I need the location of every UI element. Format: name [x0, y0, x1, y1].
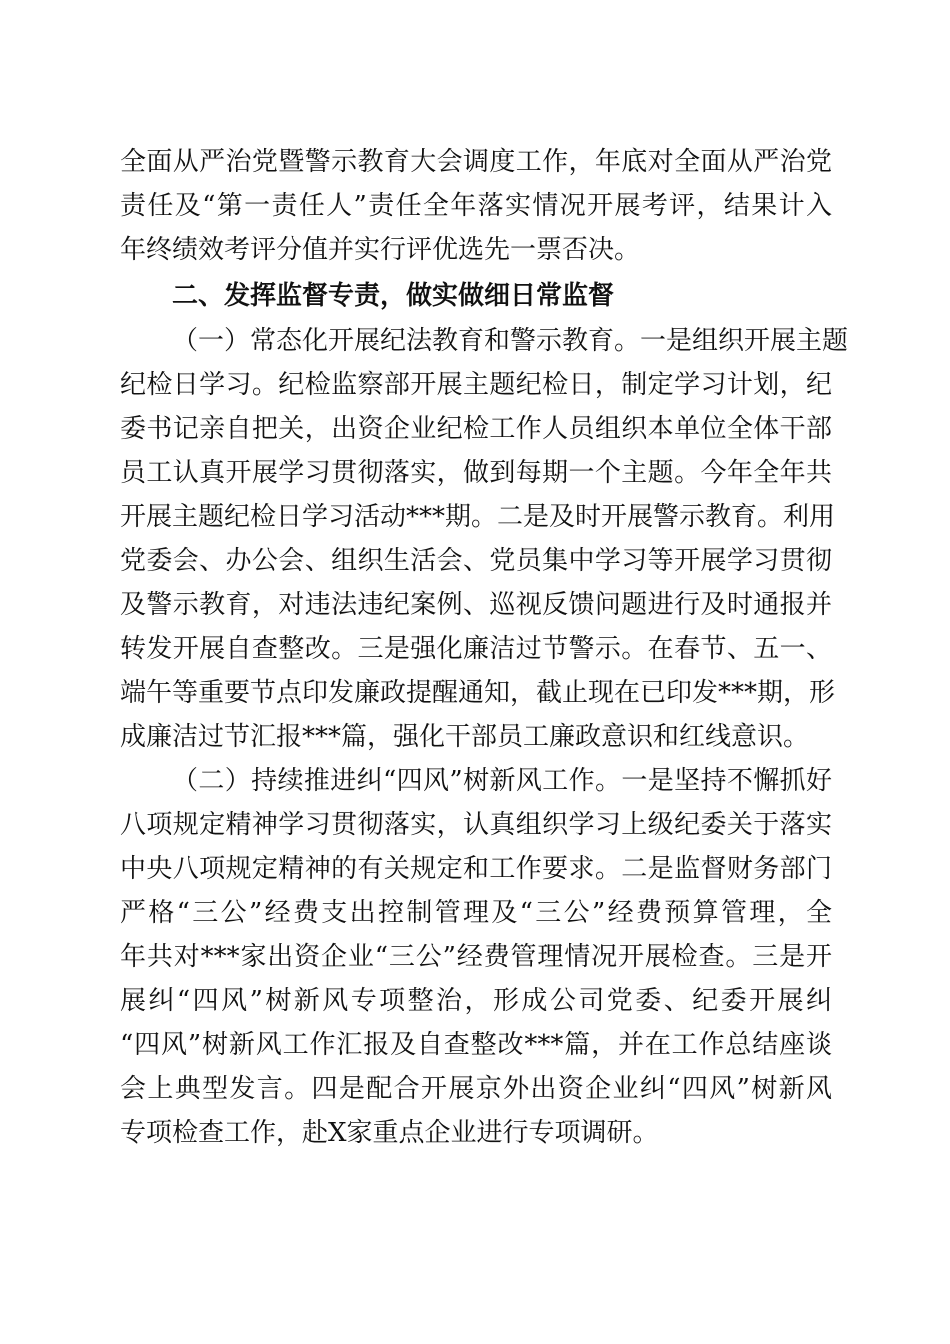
paragraph-line: 年终绩效考评分值并实行评优选先一票否决。 — [120, 235, 641, 265]
paragraph-line: 员工认真开展学习贯彻落实，做到每期一个主题。今年全年共 — [120, 458, 832, 488]
paragraph-line: 转发开展自查整改。三是强化廉洁过节警示。在春节、五一、 — [120, 634, 832, 664]
section-heading: 二、发挥监督专责，做实做细日常监督 — [172, 281, 615, 311]
paragraph-line: 及警示教育，对违法违纪案例、巡视反馈问题进行及时通报并 — [120, 590, 832, 620]
paragraph-line: （一）常态化开展纪法教育和警示教育。一是组织开展主题 — [172, 326, 849, 356]
paragraph-line: 专项检查工作，赴X家重点企业进行专项调研。 — [120, 1118, 659, 1148]
paragraph-line: 成廉洁过节汇报***篇，强化干部员工廉政意识和红线意识。 — [120, 722, 810, 752]
paragraph-line: 会上典型发言。四是配合开展京外出资企业纠“四风”树新风 — [120, 1074, 832, 1104]
paragraph-line: 端午等重要节点印发廉政提醒通知，截止现在已印发***期，形 — [120, 678, 836, 708]
paragraph-line: 年共对***家出资企业“三公”经费管理情况开展检查。三是开 — [120, 942, 832, 972]
paragraph-line: 委书记亲自把关，出资企业纪检工作人员组织本单位全体干部 — [120, 414, 832, 444]
paragraph-line: “四风”树新风工作汇报及自查整改***篇，并在工作总结座谈 — [120, 1030, 832, 1060]
paragraph-line: （二）持续推进纠“四风”树新风工作。一是坚持不懈抓好 — [172, 766, 832, 796]
paragraph-line: 全面从严治党暨警示教育大会调度工作，年底对全面从严治党 — [120, 147, 832, 177]
paragraph-line: 中央八项规定精神的有关规定和工作要求。二是监督财务部门 — [120, 854, 832, 884]
paragraph-line: 开展主题纪检日学习活动***期。二是及时开展警示教育。利用 — [120, 502, 836, 532]
paragraph-line: 纪检日学习。纪检监察部开展主题纪检日，制定学习计划，纪 — [120, 370, 832, 400]
paragraph-line: 严格“三公”经费支出控制管理及“三公”经费预算管理，全 — [120, 898, 832, 928]
paragraph-line: 展纠“四风”树新风专项整治，形成公司党委、纪委开展纠 — [120, 986, 832, 1016]
paragraph-line: 八项规定精神学习贯彻落实，认真组织学习上级纪委关于落实 — [120, 810, 832, 840]
paragraph-line: 党委会、办公会、组织生活会、党员集中学习等开展学习贯彻 — [120, 546, 832, 576]
paragraph-line: 责任及“第一责任人”责任全年落实情况开展考评，结果计入 — [120, 191, 832, 221]
